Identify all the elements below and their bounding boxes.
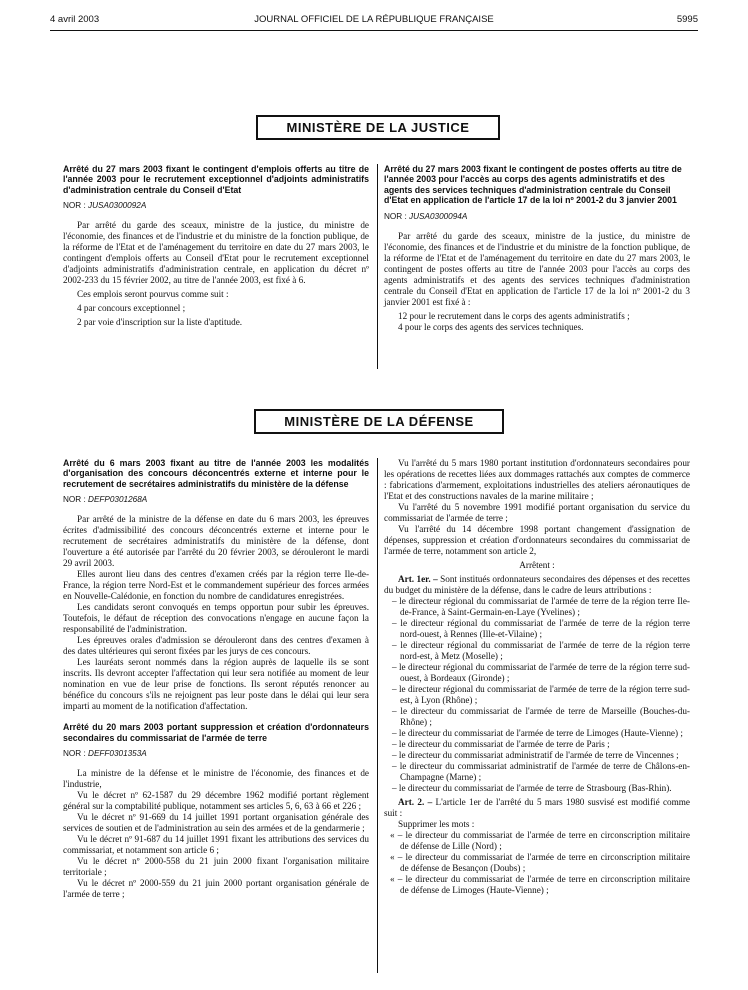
nor-reference: NOR : DEFF0301353A (63, 749, 147, 759)
column-divider (377, 458, 378, 973)
paragraph: Vu l'arrêté du 14 décembre 1998 portant changement d'assignation de dépenses, suppression et création d'ordonnateurs secondaires du commissariat de l'armée de terre, notamment son article 2, (384, 524, 690, 556)
article-title: Arrêté du 27 mars 2003 fixant le contingent de postes offerts au titre de l'année 2003 pour l'accès au corps des agents administratifs et des agents des services techniques d'administration centrale du Conseil d'Etat en application de l'article 17 de la loi nº 2001-2 du 3 janvier 2001 (384, 164, 682, 206)
ministry-justice-heading: MINISTÈRE DE LA JUSTICE (256, 115, 500, 140)
paragraph: Vu le décret nº 91-687 du 14 juillet 1991 fixant les attributions des services du commissariat, et notamment son article 6 ; (63, 834, 369, 856)
nor-reference: NOR : JUSA0300092A (63, 201, 147, 211)
article-2: Art. 2. – L'article 1er de l'arrêté du 5 mars 1980 susvisé est modifié comme suit : (384, 797, 690, 818)
paragraph: 4 pour le corps des agents des services techniques. (398, 321, 584, 332)
list-item: – le directeur du commissariat de l'armée de terre de Paris ; (392, 739, 610, 749)
article-title: Arrêté du 6 mars 2003 fixant au titre de l'année 2003 les modalités d'organisation des concours déconcentrés externe et interne pour le recrutement de secrétaires administratifs du ministère de la défense (63, 458, 369, 489)
paragraph: 2 par voie d'inscription sur la liste d'aptitude. (77, 317, 243, 328)
list-item: « – le directeur du commissariat de l'armée de terre en circonscription militaire de défense de Limoges (Haute-Vienne) ; (390, 874, 690, 895)
defense-right-column (384, 458, 690, 896)
list-item: – le directeur du commissariat de l'armée de terre de Limoges (Haute-Vienne) ; (392, 728, 683, 738)
list-item: – le directeur du commissariat de l'armée de terre de Strasbourg (Bas-Rhin). (392, 783, 672, 793)
paragraph: Par arrêté du garde des sceaux, ministre de la justice, du ministre de l'économie, des finances et de l'industrie et du ministre de la fonction publique, de la réforme de l'Etat et de l'aménagement du territoire en date du 27 mars 2003, le contingent de postes offerts au titre de l'année 2003 pour l'accès au corps des agents administratifs et des agents des services techniques d'administration centrale du Conseil d'Etat en application de l'article 17 de la loi nº 2001-2 du 3 janvier 2001 est fixé à : (384, 230, 690, 307)
paragraph: Par arrêté de la ministre de la défense en date du 6 mars 2003, les épreuves écrites d'admissibilité des concours déconcentrés externe et interne pour le recrutement de secrétaires administratifs du ministère de la défense, dont l'ouverture a été autorisée par l'arrêté du 20 février 2003, se dérouleront le mardi 29 avril 2003. (63, 514, 369, 569)
paragraph: Elles auront lieu dans des centres d'examen créés par la région terre Ile-de-France, la région terre Nord-Est et le commandement supérieur des forces armées en Nouvelle-Calédonie, en fonction du nombre de candidatures enregistrées. (63, 569, 369, 602)
paragraph: Vu le décret nº 2000-559 du 21 juin 2000 portant organisation générale de l'armée de terre ; (63, 878, 369, 900)
list-item: – le directeur régional du commissariat de l'armée de terre de la région terre sud-ouest, à Bordeaux (Gironde) ; (392, 662, 690, 683)
paragraph: Les épreuves orales d'admission se dérouleront dans des centres d'examen à des dates ultérieures qui seront fixées par les jurys de ces concours. (63, 635, 369, 657)
paragraph: Supprimer les mots : (398, 819, 475, 829)
list-item: – le directeur régional du commissariat de l'armée de terre de la région terre Ile-de-France, à Saint-Germain-en-Laye (Yvelines) ; (392, 596, 690, 617)
header-page-number: 5995 (676, 14, 698, 25)
list-item: – le directeur du commissariat de l'armée de terre de Marseille (Bouches-du-Rhône) ; (392, 706, 690, 727)
list-item: – le directeur régional du commissariat de l'armée de terre de la région terre nord-ouest, à Rennes (Ille-et-Vilaine) ; (392, 618, 690, 639)
paragraph: Vu l'arrêté du 5 mars 1980 portant institution d'ordonnateurs secondaires pour les opérations de recettes liées aux dommages rattachés aux comptes de commerce : fabrications d'armement, exploitations industrielles des ateliers aéronautiques de l'Etat et des constructions navales de la marine militaire ; (384, 458, 690, 501)
list-item: – le directeur du commissariat administratif de l'armée de terre de Châlons-en-Champagne (Marne) ; (392, 761, 690, 782)
list-item: « – le directeur du commissariat de l'armée de terre en circonscription militaire de défense de Besançon (Doubs) ; (390, 852, 690, 873)
nor-reference: NOR : DEFP0301268A (63, 495, 148, 505)
paragraph: Vu l'arrêté du 5 novembre 1991 modifié portant organisation du service du commissariat de l'armée de terre ; (384, 502, 690, 523)
paragraph: Vu le décret nº 91-669 du 14 juillet 1991 portant organisation générale des services de soutien et de l'administration au sein des armées et de la gendarmerie ; (63, 812, 369, 834)
justice-left-article (63, 164, 369, 328)
column-divider (377, 164, 378, 369)
list-item: – le directeur régional du commissariat de l'armée de terre de la région terre nord-est, à Metz (Moselle) ; (392, 640, 690, 661)
paragraph: Vu le décret nº 2000-558 du 21 juin 2000 fixant l'organisation militaire territoriale ; (63, 856, 369, 878)
paragraph: Ces emplois seront pourvus comme suit : (77, 289, 229, 300)
paragraph: 4 par concours exceptionnel ; (77, 303, 186, 314)
paragraph: La ministre de la défense et le ministre de l'économie, des finances et de l'industrie, (63, 768, 369, 790)
header-journal: JOURNAL OFFICIEL DE LA RÉPUBLIQUE FRANÇAISE (254, 14, 494, 25)
paragraph: Vu le décret nº 62-1587 du 29 décembre 1962 modifié portant règlement général sur la comptabilité publique, notamment ses articles 5, 6, 63 à 66 et 226 ; (63, 790, 369, 812)
article-title: Arrêté du 27 mars 2003 fixant le contingent d'emplois offerts au titre de l'année 2003 pour le recrutement exceptionnel d'adjoints administratifs d'administration centrale du Conseil d'Etat (63, 164, 369, 195)
justice-right-article (384, 164, 690, 333)
arretent: Arrêtent : (519, 560, 555, 570)
article-title: Arrêté du 20 mars 2003 portant suppression et création d'ordonnateurs secondaires du commissariat de l'armée de terre (63, 722, 369, 743)
list-item: – le directeur du commissariat administratif de l'armée de terre de Vincennes ; (392, 750, 679, 760)
header-date: 4 avril 2003 (50, 14, 100, 25)
list-item: « – le directeur du commissariat de l'armée de terre en circonscription militaire de défense de Lille (Nord) ; (390, 830, 690, 851)
paragraph: Les candidats seront convoqués en temps opportun pour subir les épreuves. Toutefois, le défaut de réception des convocations n'engage en aucune façon la responsabilité de l'administration. (63, 602, 369, 635)
paragraph: 12 pour le recrutement dans le corps des agents administratifs ; (398, 310, 630, 321)
article-1: Art. 1er. – Sont institués ordonnateurs secondaires des dépenses et des recettes du budget du ministère de la défense, dans le cadre de leurs attributions : (384, 574, 691, 595)
header-rule (50, 30, 698, 31)
list-item: – le directeur régional du commissariat de l'armée de terre de la région terre sud-est, à Lyon (Rhône) ; (392, 684, 690, 705)
paragraph: Par arrêté du garde des sceaux, ministre de la justice, du ministre de l'économie, des finances et de l'industrie et du ministre de la fonction publique, de la réforme de l'Etat et de l'aménagement du territoire en date du 27 mars 2003, le contingent d'emplois offerts au Conseil d'Etat pour le recrutement exceptionnel d'adjoints administratifs d'administration centrale, en application du décret nº 2002-233 du 15 février 2002, au titre de l'année 2003, est fixé à 6. (63, 220, 369, 286)
ministry-defense-heading: MINISTÈRE DE LA DÉFENSE (254, 409, 504, 434)
nor-reference: NOR : JUSA0300094A (384, 211, 468, 221)
page-header (50, 14, 698, 28)
defense-left-column (63, 458, 369, 900)
paragraph: Les lauréats seront nommés dans la région auprès de laquelle ils se sont inscrits. Ils devront accepter l'affectation qui leur sera notifiée au moment de leur nomination en vue de leur prise de fonctions. Ils seront réputés renoncer au bénéfice du concours s'ils ne rejoignent pas leur poste dans le délai qui leur sera imparti au moment de la notification d'affectation. (63, 657, 369, 712)
